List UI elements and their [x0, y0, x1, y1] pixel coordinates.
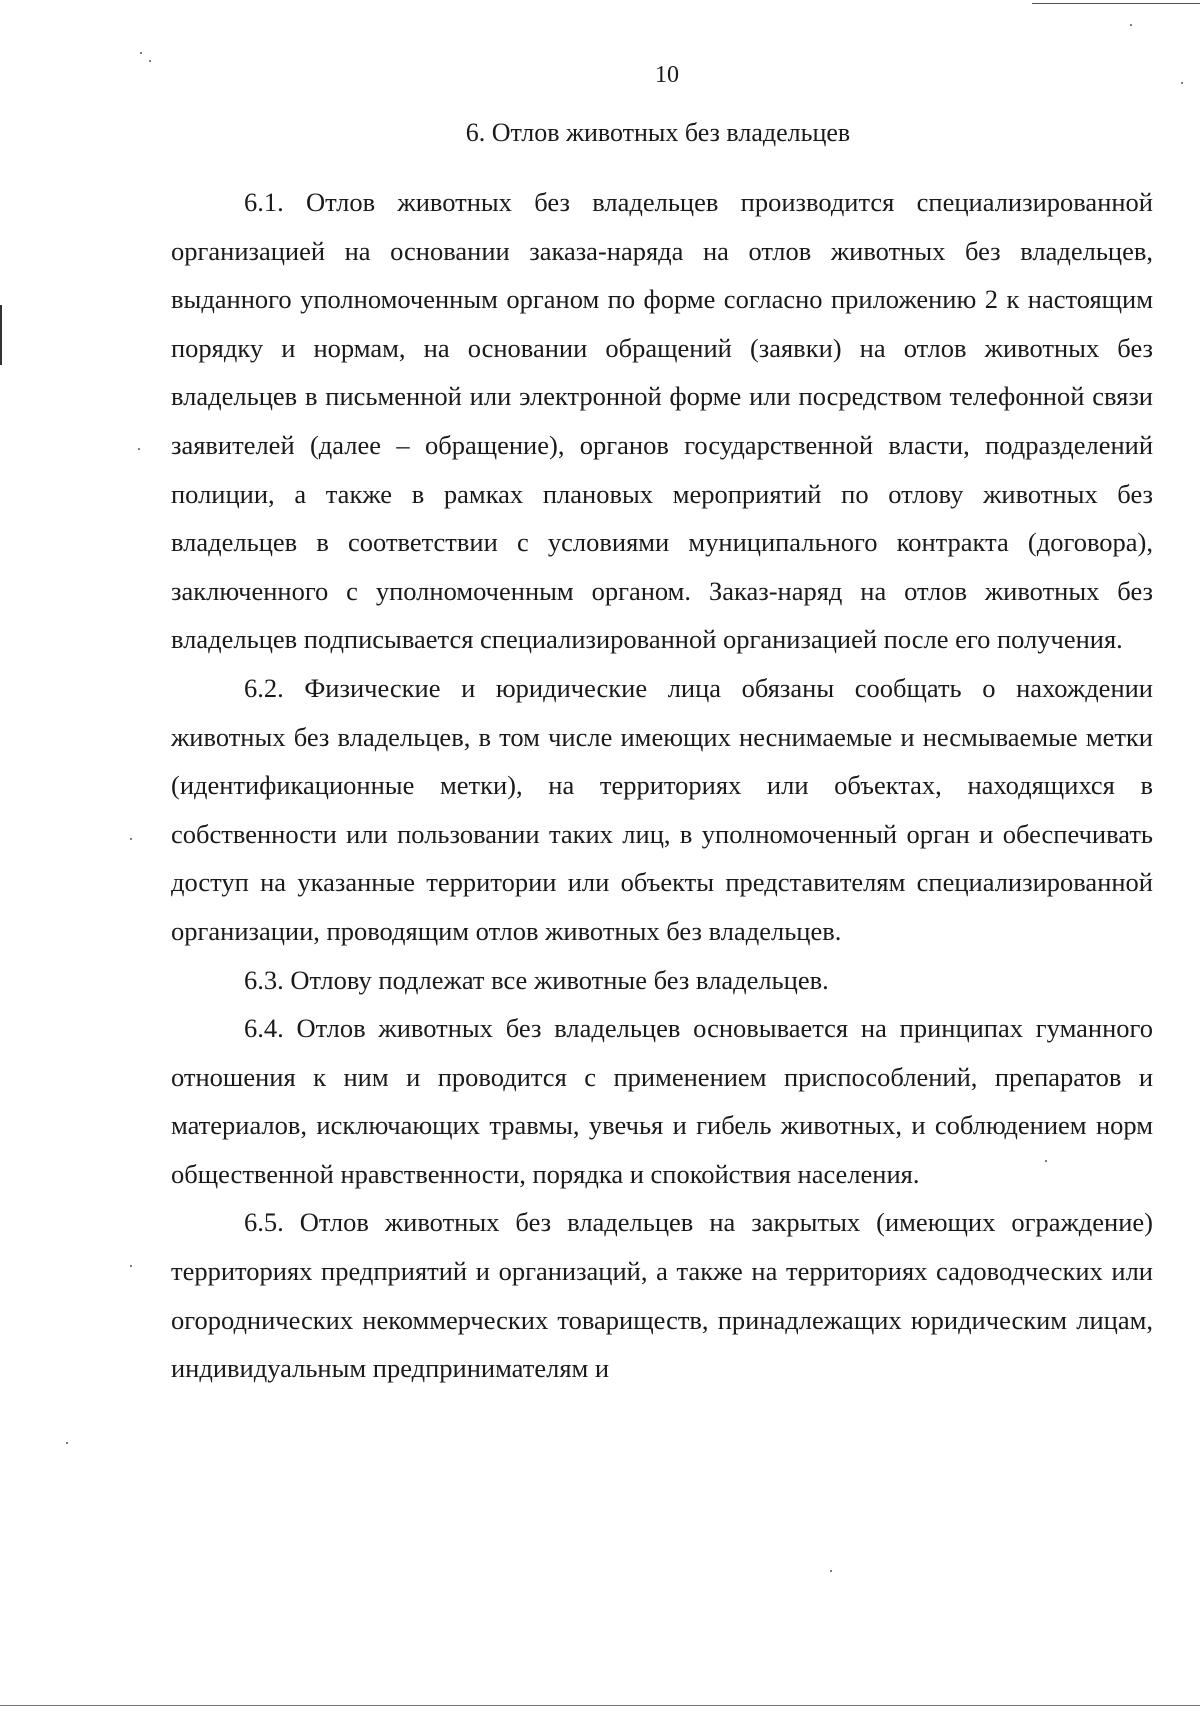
scan-speck	[130, 838, 132, 840]
paragraph-6-4: 6.4. Отлов животных без владельцев основывается на принципах гуманного отношения к ним и проводится с применением приспособлений, препаратов и материалов, исключающих травмы, увечья и гибель животных, и соблюдением норм общественной нравственности, порядка и спокойствия населения.	[171, 1013, 1153, 1189]
scan-edge-bottom	[0, 1705, 1200, 1706]
scan-edge-top-right	[1032, 3, 1200, 4]
scan-speck	[1130, 24, 1132, 26]
scan-edge-left	[0, 305, 2, 365]
paragraph-6-5: 6.5. Отлов животных без владельцев на закрытых (имеющих ограждение) территориях предприятий и организаций, а также на территориях садоводческих или огороднических некоммерческих товариществ, принадлежащих юридическим лицам, индивидуальным предпринимателям и	[171, 1207, 1153, 1384]
paragraph-6-1: 6.1. Отлов животных без владельцев производится специализированной организацией на основании заказа-наряда на отлов животных без владельцев, выданного уполномоченным органом по форме согласно приложению 2 к настоящим порядку и нормам, на основании обращений (заявки) на отлов животных без владельцев в письменной или электронной форме или посредством телефонной связи заявителей (далее – обращение), органов государственной власти, подразделений полиции, а также в рамках плановых мероприятий по отлову животных без владельцев в соответствии с условиями муниципального контракта (договора), заключенного с уполномоченным органом. Заказ-наряд на отлов животных без владельцев подписывается специализированной организацией после его получения.	[171, 187, 1153, 655]
scan-speck	[66, 1442, 68, 1444]
scan-speck	[140, 52, 142, 54]
scan-speck	[130, 1265, 132, 1267]
scan-speck	[138, 448, 140, 450]
scan-speck	[830, 1570, 832, 1572]
section-heading: 6. Отлов животных без владельцев	[465, 118, 851, 147]
document-body	[171, 178, 1153, 1393]
paragraph-6-2: 6.2. Физические и юридические лица обязаны сообщать о нахождении животных без владельцев, в том числе имеющих неснимаемые и несмываемые метки (идентификационные метки), на территориях или объектах, находящихся в собственности или пользовании таких лиц, в уполномоченный орган и обеспечивать доступ на указанные территории или объекты представителям специализированной организации, проводящим отлов животных без владельцев.	[171, 672, 1153, 946]
paragraph-6-3: 6.3. Отлову подлежат все животные без владельцев.	[244, 964, 829, 995]
page-number: 10	[655, 62, 679, 88]
